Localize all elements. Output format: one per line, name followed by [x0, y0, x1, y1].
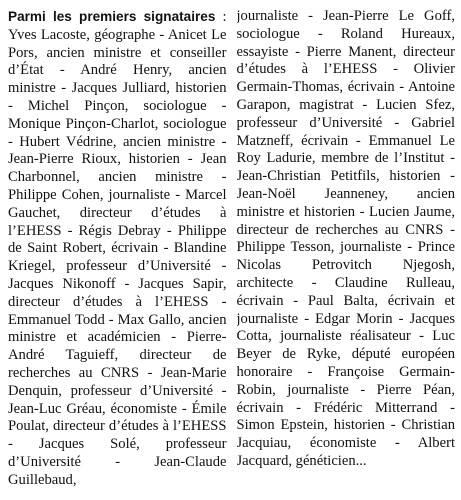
lead-colon: :: [215, 9, 227, 25]
signatories-left: Yves Lacoste, géographe - Anicet Le Pors, ancien ministre et conseiller d’État - André Henry, ancien ministre - Jacques Julliard, historien - Michel Pinçon, sociologue - Monique Pinçon-Charlot, sociologue - Hubert Védrine, ancien ministre - Jean-Pierre Rioux, historien - Jean Charbonnel, ancien ministre - Philippe Cohen, journaliste - Marcel Gauchet, directeur d’études à l’EHESS - Régis Debray - Philippe de Saint Robert, écrivain - Blandine Kriegel, professeur d’Université - Jacques Nikonoff - Jacques Sapir, directeur d’études à l’EHESS - Emmanuel Todd - Max Gallo, ancien ministre et académicien - Pierre-André Taguieff, directeur de recherches au CNRS - Jean-Marie Denquin, professeur d’Université - Jean-Luc Gréau, économiste - Émile Poulat, directeur d’études à l’EHESS - Jacques Solé, professeur d’Université - Jean-Claude Guillebaud,: [8, 26, 227, 488]
signatories-right: journaliste - Jean-Pierre Le Goff, sociologue - Roland Hureaux, essayiste - Pierre Manent, directeur d’études à l’EHESS - Olivier Germain-Thomas, écrivain - Antoine Garapon, magistrat - Lucien Sfez, professeur d’Université - Gabriel Matzneff, écrivain - Emmanuel Le Roy Ladurie, membre de l’Institut - Jean-Christian Petitfils, historien - Jean-Noël Jeanneney, ancien ministre et historien - Lucien Jaume, directeur de recherches au CNRS - Philippe Tesson, journaliste - Prince Nicolas Petrovitch Njegosh, architecte - Claudine Rulleau, écrivain - Paul Balta, écrivain et journaliste - Edgar Morin - Jacques Cotta, journaliste réalisateur - Luc Beyer de Ryke, député européen honoraire - Françoise Germain-Robin, journaliste - Pierre Péan, écrivain - Frédéric Mitterrand - Simon Epstein, historien - Christian Jacquiau, économiste - Albert Jacquard, généticien...: [236, 8, 455, 469]
column-right: [237, 8, 456, 494]
article-lead: Parmi les premiers signataires: [8, 9, 216, 24]
column-left: [8, 8, 227, 494]
